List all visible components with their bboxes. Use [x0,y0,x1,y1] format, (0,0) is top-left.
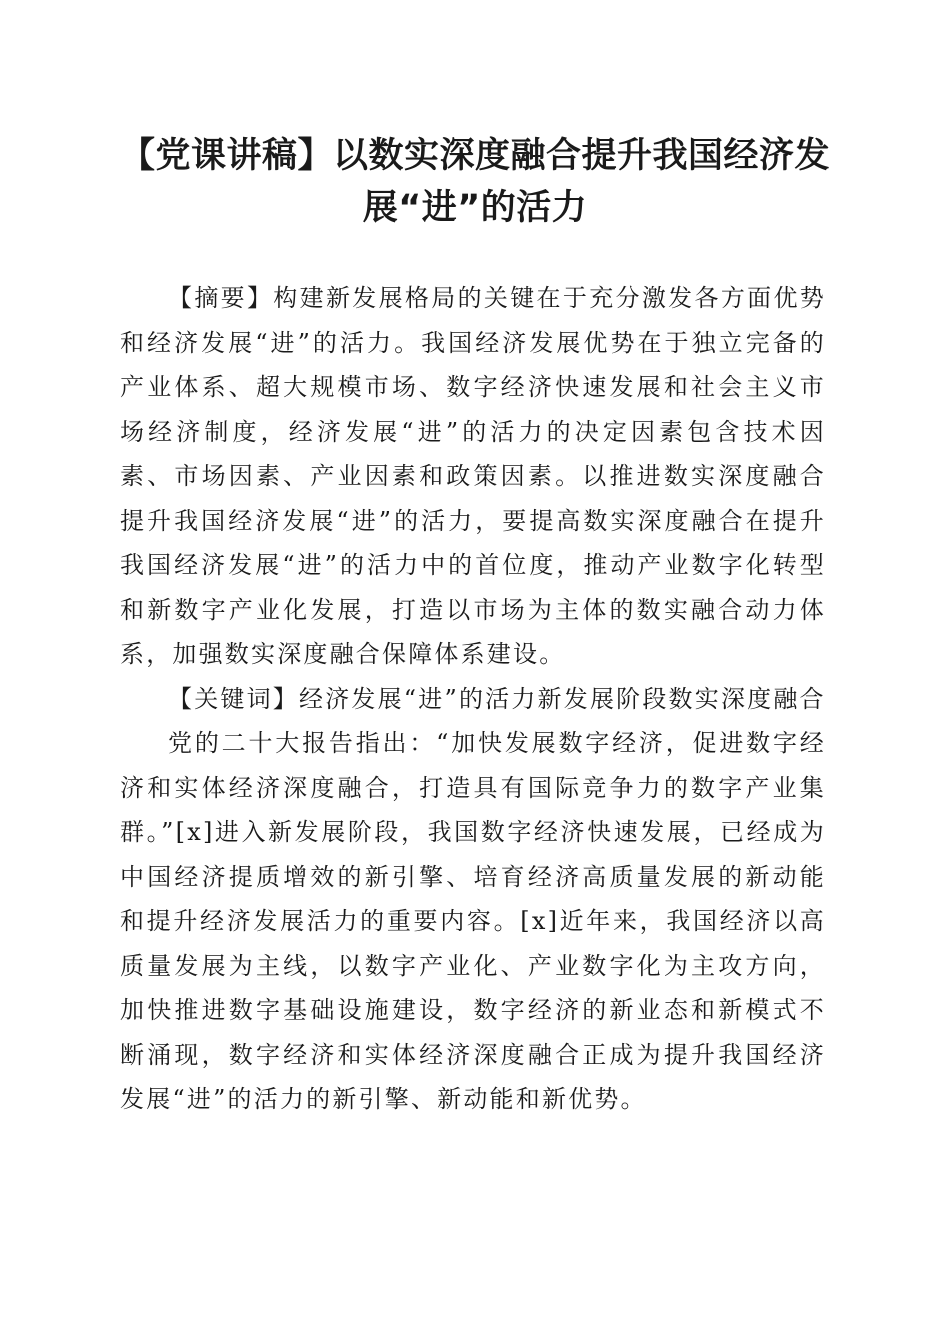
document-body [120,276,826,1122]
keywords-paragraph: 【关键词】经济发展“进”的活力新发展阶段数实深度融合 [168,684,826,713]
body-paragraph: 党的二十大报告指出：“加快发展数字经济，促进数字经济和实体经济深度融合，打造具有国际竞争力的数字产业集群。”[x]进入新发展阶段，我国数字经济快速发展，已经成为中国经济提质增效的新引擎、培育经济高质量发展的新动能和提升经济发展活力的重要内容。[x]近年来，我国经济以高质量发展为主线，以数字产业化、产业数字化为主攻方向，加快推进数字基础设施建设，数字经济的新业态和新模式不断涌现，数字经济和实体经济深度融合正成为提升我国经济发展“进”的活力的新引擎、新动能和新优势。 [120,729,826,1113]
document-title: 【党课讲稿】以数实深度融合提升我国经济发展“进”的活力 [119,136,830,228]
abstract-paragraph: 【摘要】构建新发展格局的关键在于充分激发各方面优势和经济发展“进”的活力。我国经济发展优势在于独立完备的产业体系、超大规模市场、数字经济快速发展和社会主义市场经济制度，经济发展“进”的活力的决定因素包含技术因素、市场因素、产业因素和政策因素。以推进数实深度融合提升我国经济发展“进”的活力，要提高数实深度融合在提升我国经济发展“进”的活力中的首位度，推动产业数字化转型和新数字产业化发展，打造以市场为主体的数实融合动力体系，加强数实深度融合保障体系建设。 [120,284,826,668]
